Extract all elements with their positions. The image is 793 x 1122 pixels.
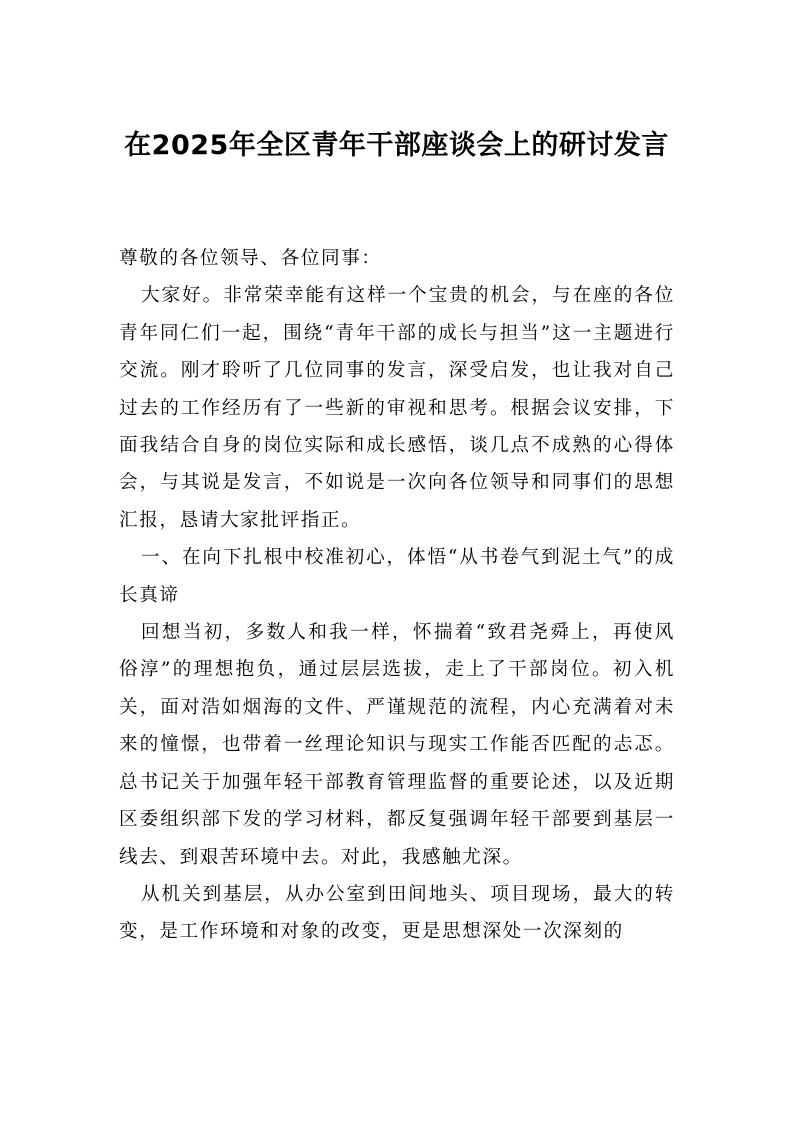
salutation: 尊敬的各位领导、各位同事： — [119, 248, 382, 269]
paragraph-opening: 大家好。非常荣幸能有这样一个宝贵的机会，与在座的各位青年同仁们一起，围绕“青年干部的成长与担当”这一主题进行交流。刚才聆听了几位同事的发言，深受启发，也让我对自己过去的工作经历有了一些新的审视和思考。根据会议安排，下面我结合自身的岗位实际和成长感悟，谈几点不成熟的心得体会，与其说是发言，不如说是一次向各位领导和同事们的思想汇报，恳请大家批评指正。 — [119, 285, 675, 531]
document-title: 在2025年全区青年干部座谈会上的研讨发言 — [124, 130, 669, 161]
paragraph-section-1-a: 回想当初，多数人和我一样，怀揣着“致君尧舜上，再使风俗淳”的理想抱负，通过层层选拔，走上了干部岗位。初入机关，面对浩如烟海的文件、严谨规范的流程，内心充满着对未来的憧憬，也带着一丝理论知识与现实工作能否匹配的忐忑。总书记关于加强年轻干部教育管理监督的重要论述，以及近期区委组织部下发的学习材料，都反复强调年轻干部要到基层一线去、到艰苦环境中去。对此，我感触尤深。 — [119, 622, 675, 868]
document-body — [119, 240, 675, 951]
section-heading-1: 一、在向下扎根中校准初心，体悟“从书卷气到泥土气”的成长真谛 — [119, 547, 675, 606]
paragraph-section-1-b: 从机关到基层，从办公室到田间地头、项目现场，最大的转变，是工作环境和对象的改变，更是思想深处一次深刻的 — [119, 883, 675, 943]
